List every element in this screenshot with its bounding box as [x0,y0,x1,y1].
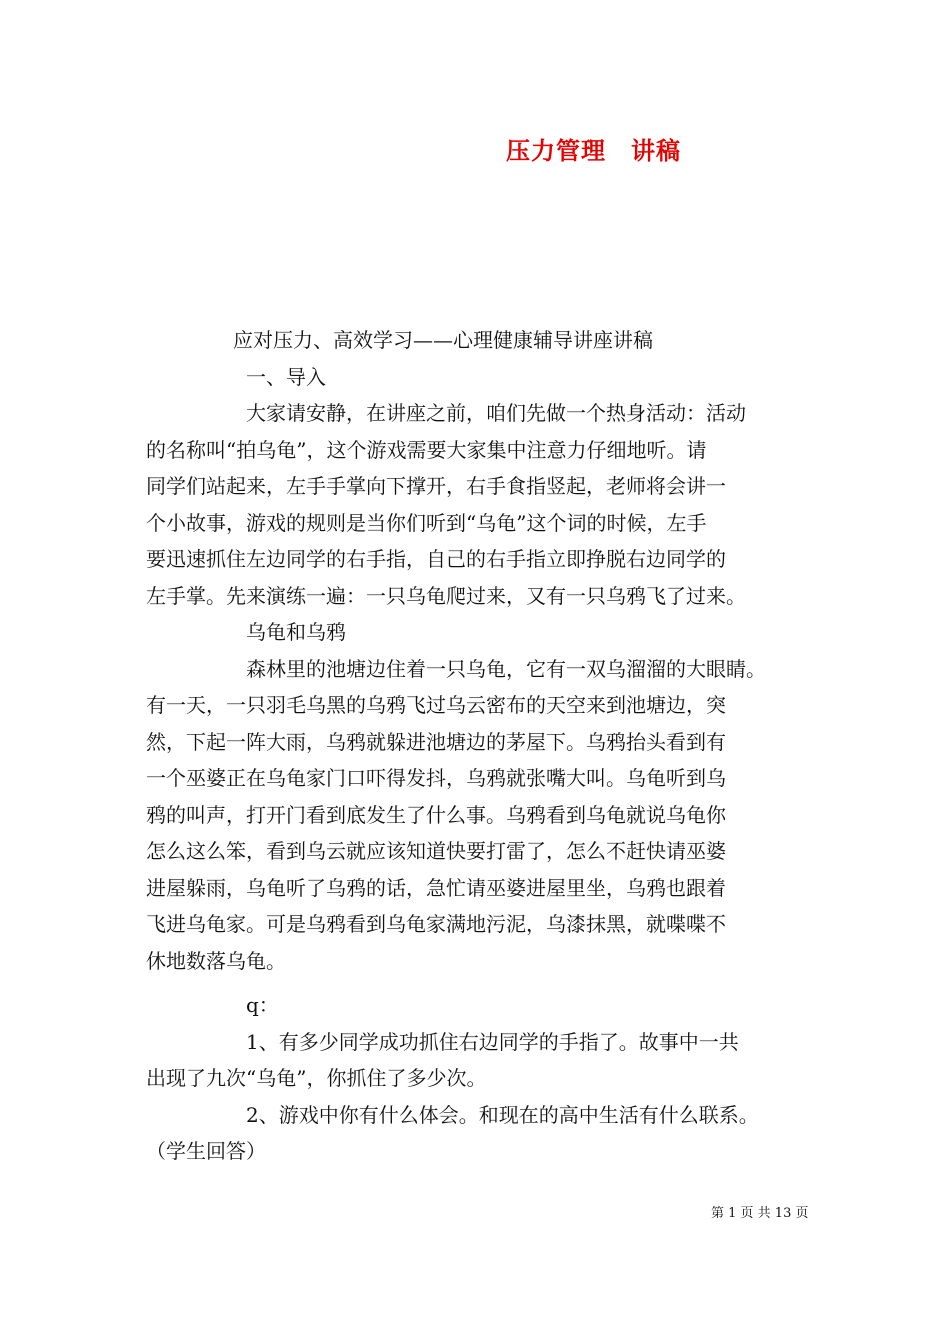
question-line: （学生回答） [146,1139,266,1163]
paragraph-line: 休地数落乌龟。 [146,948,286,973]
question-label: q： [246,993,279,1017]
document-body [146,322,811,1170]
page-number-footer: 第 1 页 共 13 页 [711,1206,809,1221]
question-line: 1、有多少同学成功抓住右边同学的手指了。故事中一共 [246,1029,739,1054]
paragraph-line: 有一天，一只羽毛乌黑的乌鸦飞过乌云密布的天空来到池塘边，突 [146,693,726,717]
paragraph-line: 进屋躲雨，乌龟听了乌鸦的话，急忙请巫婆进屋里坐，乌鸦也跟着 [146,875,726,900]
paragraph-line: 鸦的叫声，打开门看到底发生了什么事。乌鸦看到乌龟就说乌龟你 [146,802,726,827]
story-title: 乌龟和乌鸦 [246,620,346,644]
paragraph-line: 左手掌。先来演练一遍：一只乌龟爬过来，又有一只乌鸦飞了过来。 [146,583,746,608]
document-title: 压力管理 讲稿 [506,136,681,165]
paragraph-line: 的名称叫“拍乌龟”，这个游戏需要大家集中注意力仔细地听。请 [146,437,707,462]
section-heading-intro: 一、导入 [246,364,326,389]
lecture-subtitle: 应对压力、高效学习——心理健康辅导讲座讲稿 [233,328,653,352]
paragraph-line: 大家请安静，在讲座之前，咱们先做一个热身活动：活动 [246,401,746,425]
paragraph-line: 个小故事，游戏的规则是当你们听到“乌龟”这个词的时候，左手 [146,510,707,535]
paragraph-line: 怎么这么笨，看到乌云就应该知道快要打雷了，怎么不赶快请巫婆 [146,839,726,863]
paragraph-line: 然，下起一阵大雨，乌鸦就躲进池塘边的茅屋下。乌鸦抬头看到有 [146,729,726,754]
paragraph-line: 同学们站起来，左手手掌向下撑开，右手食指竖起，老师将会讲一 [146,474,726,498]
paragraph-line: 要迅速抓住左边同学的右手指，自己的右手指立即挣脱右边同学的 [146,547,726,571]
question-line: 出现了九次“乌龟”，你抓住了多少次。 [146,1066,487,1090]
paragraph-line: 一个巫婆正在乌龟家门口吓得发抖，乌鸦就张嘴大叫。乌龟听到乌 [146,766,726,790]
question-line: 2、游戏中你有什么体会。和现在的高中生活有什么联系。 [246,1102,759,1127]
paragraph-line: 飞进乌龟家。可是乌鸦看到乌龟家满地污泥，乌漆抹黑，就喋喋不 [146,912,726,936]
spacer [146,979,811,987]
paragraph-line: 森林里的池塘边住着一只乌龟，它有一双乌溜溜的大眼睛。 [246,656,766,681]
